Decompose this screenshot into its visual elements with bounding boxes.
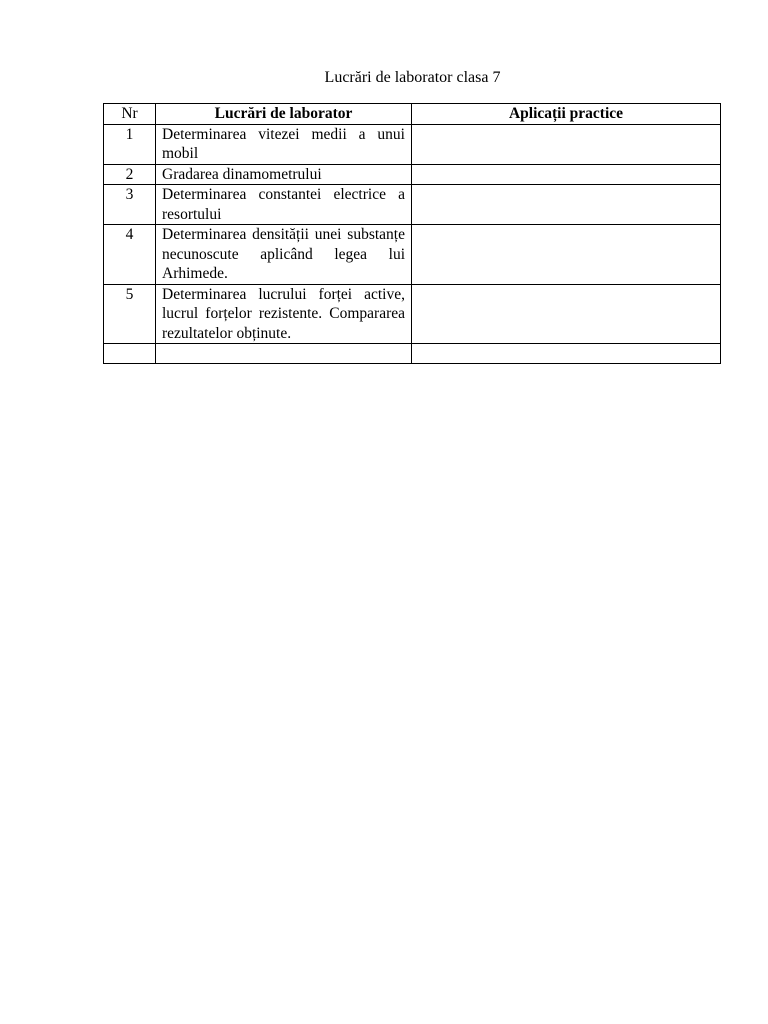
- row-number: [104, 344, 156, 364]
- lab-work-cell: Gradarea dinamometrului: [156, 164, 412, 185]
- practical-application-cell: [412, 185, 721, 225]
- lab-work-cell: Determinarea constantei electrice a resortului: [156, 185, 412, 225]
- header-lab-works: Lucrări de laborator: [156, 104, 412, 125]
- document-title: Lucrări de laborator clasa 7: [324, 69, 501, 86]
- lab-work-cell: Determinarea densității unei substanțe necunoscute aplicând legea lui Arhimede.: [156, 225, 412, 285]
- practical-application-cell: [412, 225, 721, 285]
- header-nr: Nr: [104, 104, 156, 125]
- table-header-row: [104, 104, 721, 125]
- lab-work-cell: Determinarea vitezei medii a unui mobil: [156, 124, 412, 164]
- table-row-empty: [104, 344, 721, 364]
- table-row: [104, 164, 721, 185]
- practical-application-cell: [412, 164, 721, 185]
- table-row: [104, 185, 721, 225]
- practical-application-cell: [412, 284, 721, 344]
- row-number: 5: [104, 284, 156, 344]
- row-number: 3: [104, 185, 156, 225]
- lab-work-cell: [156, 344, 412, 364]
- lab-work-cell: Determinarea lucrului forței active, lucrul forțelor rezistente. Compararea rezultatelor obținute.: [156, 284, 412, 344]
- practical-application-cell: [412, 124, 721, 164]
- practical-application-cell: [412, 344, 721, 364]
- table-row: [104, 124, 721, 164]
- row-number: 2: [104, 164, 156, 185]
- header-practical-applications: Aplicații practice: [412, 104, 721, 125]
- table-row: [104, 225, 721, 285]
- table-row: [104, 284, 721, 344]
- row-number: 4: [104, 225, 156, 285]
- row-number: 1: [104, 124, 156, 164]
- lab-works-table: [103, 103, 721, 364]
